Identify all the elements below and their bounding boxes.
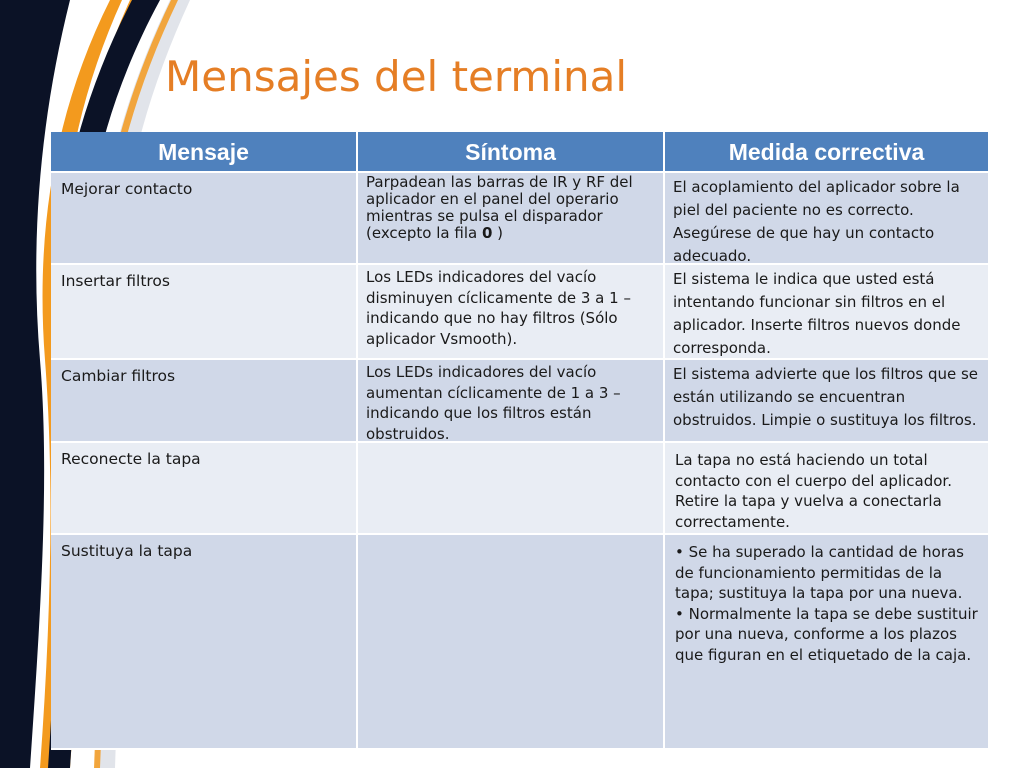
sintoma-1-bold: 0	[481, 224, 493, 242]
medida-5-bullet-1: • Se ha superado la cantidad de horas de funcionamiento permitidas de la tapa; sustituya la tapa por una nueva.	[675, 543, 964, 602]
sintoma-1-tail: )	[492, 224, 504, 242]
cell-medida-5	[665, 535, 988, 750]
cell-mensaje-5: Sustituya la tapa	[51, 535, 358, 750]
header-medida: Medida correctiva	[665, 132, 988, 173]
sintoma-1-text: Parpadean las barras de IR y RF del aplicador en el panel del operario mientras se pulsa el disparador (excepto la fila	[366, 173, 633, 242]
terminal-messages-table	[51, 132, 988, 750]
slide-title: Mensajes del terminal	[165, 52, 628, 101]
cell-medida-4: La tapa no está haciendo un total contacto con el cuerpo del aplicador. Retire la tapa y vuelva a conectarla correctamente.	[665, 443, 988, 535]
cell-sintoma-5	[358, 535, 665, 750]
cell-mensaje-1: Mejorar contacto	[51, 173, 358, 265]
cell-sintoma-3: Los LEDs indicadores del vacío aumentan cíclicamente de 1 a 3 – indicando que los filtros están obstruidos.	[358, 360, 665, 443]
cell-medida-1: El acoplamiento del aplicador sobre la piel del paciente no es correcto. Asegúrese de que hay un contacto adecuado.	[665, 173, 988, 265]
cell-mensaje-2: Insertar filtros	[51, 265, 358, 360]
cell-medida-2: El sistema le indica que usted está intentando funcionar sin filtros en el aplicador. Inserte filtros nuevos donde corresponda.	[665, 265, 988, 360]
cell-sintoma-4	[358, 443, 665, 535]
cell-medida-3: El sistema advierte que los filtros que se están utilizando se encuentran obstruidos. Limpie o sustituya los filtros.	[665, 360, 988, 443]
cell-sintoma-1	[358, 173, 665, 265]
header-sintoma: Síntoma	[358, 132, 665, 173]
cell-sintoma-2: Los LEDs indicadores del vacío disminuyen cíclicamente de 3 a 1 – indicando que no hay filtros (Sólo aplicador Vsmooth).	[358, 265, 665, 360]
header-mensaje: Mensaje	[51, 132, 358, 173]
cell-mensaje-4: Reconecte la tapa	[51, 443, 358, 535]
cell-mensaje-3: Cambiar filtros	[51, 360, 358, 443]
medida-5-bullet-2: • Normalmente la tapa se debe sustituir por una nueva, conforme a los plazos que figuran en el etiquetado de la caja.	[675, 604, 978, 664]
